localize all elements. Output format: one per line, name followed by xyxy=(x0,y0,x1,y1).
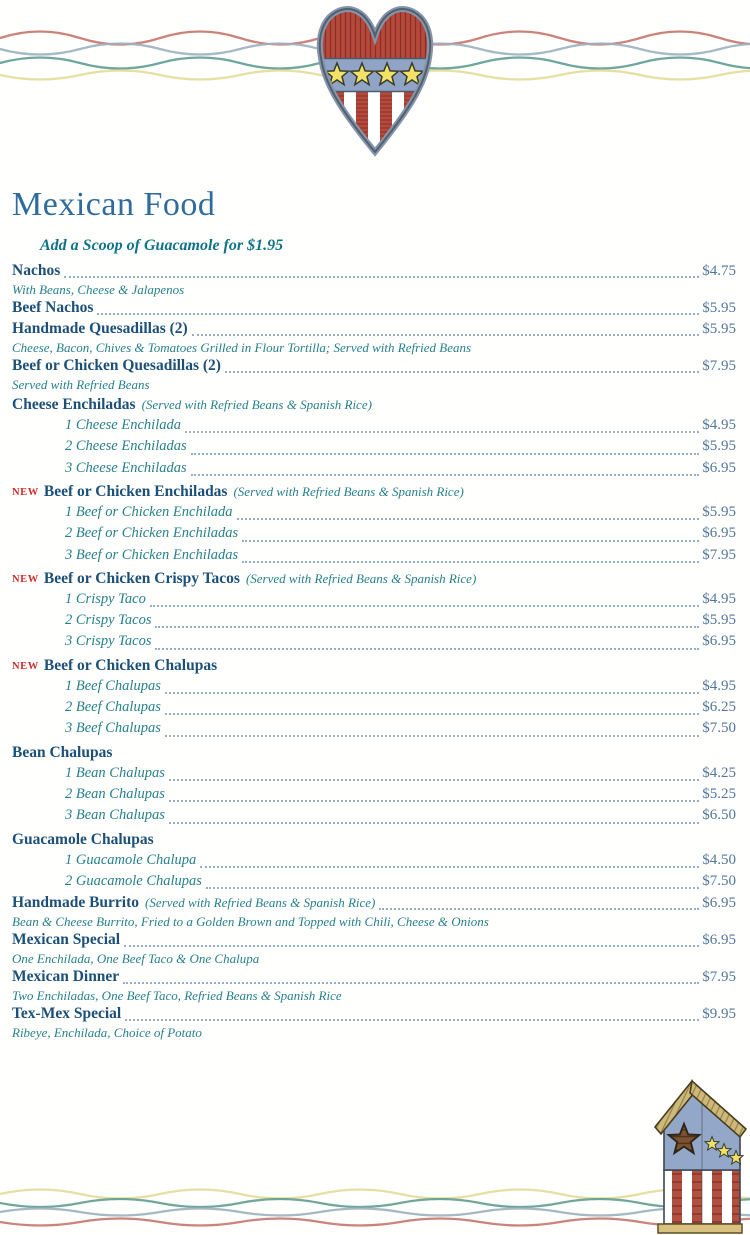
sub-item-price: $6.95 xyxy=(702,459,736,476)
sub-item-price: $4.95 xyxy=(702,677,736,694)
sub-item-row xyxy=(12,852,736,873)
group-header xyxy=(12,396,736,417)
sub-item-name: 1 Guacamole Chalupa xyxy=(65,851,197,868)
item-line xyxy=(12,320,736,341)
sub-item-price: $4.95 xyxy=(702,590,736,607)
item-price: $5.95 xyxy=(702,300,736,317)
item-line xyxy=(12,931,736,952)
new-badge: NEW xyxy=(12,660,39,672)
dot-leader xyxy=(97,313,699,315)
sub-item-name: 3 Crispy Tacos xyxy=(65,633,152,650)
group-header xyxy=(12,831,736,852)
sub-item-row xyxy=(12,699,736,720)
item-price: $7.95 xyxy=(702,969,736,986)
dot-leader xyxy=(155,626,699,628)
dot-leader xyxy=(150,605,699,607)
dot-leader xyxy=(379,908,699,910)
item-line xyxy=(12,1005,736,1026)
sub-item-name: 1 Beef or Chicken Enchilada xyxy=(65,503,233,520)
item-description: Ribeye, Enchilada, Choice of Potato xyxy=(12,1025,202,1041)
item-line xyxy=(12,299,736,320)
sub-item-name: 3 Beef Chalupas xyxy=(65,720,161,737)
menu-group xyxy=(12,570,736,655)
item-name: Handmade Burrito xyxy=(12,894,140,912)
menu-group xyxy=(12,483,736,568)
sub-item-row xyxy=(12,547,736,568)
dot-leader xyxy=(125,1019,699,1021)
item-description: Served with Refried Beans xyxy=(12,377,150,393)
sub-item-row xyxy=(12,417,736,438)
sub-item-row xyxy=(12,591,736,612)
sub-item-price: $6.95 xyxy=(702,525,736,542)
sub-item-row xyxy=(12,504,736,525)
sub-item-price: $6.50 xyxy=(702,807,736,824)
sub-item-price: $6.95 xyxy=(702,633,736,650)
group-name: Bean Chalupas xyxy=(12,743,113,761)
sub-item-price: $4.50 xyxy=(702,851,736,868)
dot-leader xyxy=(206,887,699,889)
item-name: Beef Nachos xyxy=(12,299,94,317)
menu-item xyxy=(12,931,736,968)
item-price: $6.95 xyxy=(702,895,736,912)
sub-item-row xyxy=(12,786,736,807)
menu-item xyxy=(12,968,736,1005)
item-description: One Enchilada, One Beef Taco & One Chalupa xyxy=(12,951,260,967)
item-price: $4.75 xyxy=(702,263,736,280)
menu-item xyxy=(12,320,736,357)
page-title: Mexican Food xyxy=(12,186,216,223)
sub-item-name: 1 Cheese Enchilada xyxy=(65,417,181,434)
item-name: Nachos xyxy=(12,262,61,280)
sub-item-price: $5.95 xyxy=(702,612,736,629)
item-price: $9.95 xyxy=(702,1006,736,1023)
dot-leader xyxy=(169,822,699,824)
sub-item-row xyxy=(12,765,736,786)
sub-item-price: $7.95 xyxy=(702,546,736,563)
sub-item-row xyxy=(12,678,736,699)
sub-item-name: 2 Beef Chalupas xyxy=(65,699,161,716)
sub-item-name: 3 Cheese Enchiladas xyxy=(65,459,187,476)
group-serving-note: (Served with Refried Beans & Spanish Rice) xyxy=(141,397,372,413)
menu-item xyxy=(12,299,736,320)
item-name: Mexican Special xyxy=(12,931,121,949)
dot-leader xyxy=(124,945,699,947)
group-name: Guacamole Chalupas xyxy=(12,830,154,848)
item-price: $6.95 xyxy=(702,932,736,949)
item-serving-note: (Served with Refried Beans & Spanish Rice) xyxy=(145,895,376,911)
sub-item-name: 2 Crispy Tacos xyxy=(65,612,152,629)
sub-item-row xyxy=(12,807,736,828)
sub-item-price: $4.95 xyxy=(702,417,736,434)
group-name: Beef or Chicken Chalupas xyxy=(43,656,218,674)
dot-leader xyxy=(242,561,699,563)
sub-item-name: 3 Bean Chalupas xyxy=(65,807,165,824)
menu-item xyxy=(12,357,736,394)
sub-item-row xyxy=(12,525,736,546)
sub-item-price: $5.25 xyxy=(702,785,736,802)
new-badge: NEW xyxy=(12,573,39,585)
item-description: Cheese, Bacon, Chives & Tomatoes Grilled in Flour Tortilla; Served with Refried Beans xyxy=(12,340,472,356)
dot-leader xyxy=(165,735,699,737)
dot-leader xyxy=(123,982,699,984)
sub-item-price: $7.50 xyxy=(702,872,736,889)
dot-leader xyxy=(169,800,699,802)
dot-leader xyxy=(165,692,699,694)
sub-item-price: $5.95 xyxy=(702,438,736,455)
sub-item-name: 2 Beef or Chicken Enchiladas xyxy=(65,525,239,542)
item-description: Two Enchiladas, One Beef Taco, Refried Beans & Spanish Rice xyxy=(12,988,342,1004)
menu-group xyxy=(12,744,736,829)
sub-item-price: $5.95 xyxy=(702,503,736,520)
item-line xyxy=(12,894,736,915)
sub-item-name: 1 Crispy Taco xyxy=(65,590,146,607)
group-serving-note: (Served with Refried Beans & Spanish Rice) xyxy=(233,483,464,499)
sub-item-row xyxy=(12,612,736,633)
sub-item-name: 2 Guacamole Chalupas xyxy=(65,872,202,889)
item-description: Bean & Cheese Burrito, Fried to a Golden Brown and Topped with Chili, Cheese & Onions xyxy=(12,914,489,930)
item-price: $7.95 xyxy=(702,358,736,375)
group-name: Cheese Enchiladas xyxy=(12,396,136,414)
group-header xyxy=(12,483,736,504)
menu-items-list xyxy=(12,262,736,1042)
dot-leader xyxy=(200,866,699,868)
menu-group xyxy=(12,657,736,742)
item-name: Handmade Quesadillas (2) xyxy=(12,320,188,338)
item-price: $5.95 xyxy=(702,321,736,338)
group-header xyxy=(12,657,736,678)
bottom-wavy-lines-decoration xyxy=(0,1178,750,1235)
birdhouse-icon xyxy=(652,1074,748,1235)
sub-item-name: 2 Cheese Enchiladas xyxy=(65,438,187,455)
dot-leader xyxy=(237,518,700,520)
menu-item xyxy=(12,262,736,299)
menu-group xyxy=(12,396,736,481)
dot-leader xyxy=(242,540,699,542)
sub-item-price: $6.25 xyxy=(702,699,736,716)
sub-item-price: $4.25 xyxy=(702,764,736,781)
dot-leader xyxy=(155,648,699,650)
sub-item-name: 1 Beef Chalupas xyxy=(65,677,161,694)
dot-leader xyxy=(185,431,699,433)
group-name: Beef or Chicken Crispy Tacos xyxy=(43,569,240,587)
heart-icon xyxy=(308,2,442,158)
item-line xyxy=(12,968,736,989)
item-description: With Beans, Cheese & Jalapenos xyxy=(12,282,185,298)
group-serving-note: (Served with Refried Beans & Spanish Rice) xyxy=(245,570,477,586)
dot-leader xyxy=(191,474,700,476)
dot-leader xyxy=(225,371,699,373)
menu-item xyxy=(12,894,736,931)
item-name: Mexican Dinner xyxy=(12,968,120,986)
sub-item-row xyxy=(12,438,736,459)
menu-group xyxy=(12,831,736,895)
menu-content xyxy=(12,186,736,1042)
sub-item-row xyxy=(12,720,736,741)
item-name: Tex-Mex Special xyxy=(12,1005,122,1023)
new-badge: NEW xyxy=(12,486,39,498)
sub-item-name: 2 Bean Chalupas xyxy=(65,785,165,802)
sub-item-row xyxy=(12,633,736,654)
menu-note: Add a Scoop of Guacamole for $1.95 xyxy=(40,237,284,255)
sub-item-row xyxy=(12,460,736,481)
group-header xyxy=(12,570,736,591)
sub-item-row xyxy=(12,873,736,894)
item-name: Beef or Chicken Quesadillas (2) xyxy=(12,357,221,375)
sub-item-name: 1 Bean Chalupas xyxy=(65,764,165,781)
group-header xyxy=(12,744,736,765)
sub-item-name: 3 Beef or Chicken Enchiladas xyxy=(65,546,239,563)
dot-leader xyxy=(191,453,700,455)
dot-leader xyxy=(64,276,699,278)
dot-leader xyxy=(165,713,699,715)
menu-item xyxy=(12,1005,736,1042)
sub-item-price: $7.50 xyxy=(702,720,736,737)
dot-leader xyxy=(192,334,700,336)
group-name: Beef or Chicken Enchiladas xyxy=(43,482,228,500)
item-line xyxy=(12,357,736,378)
dot-leader xyxy=(169,779,699,781)
item-line xyxy=(12,262,736,283)
